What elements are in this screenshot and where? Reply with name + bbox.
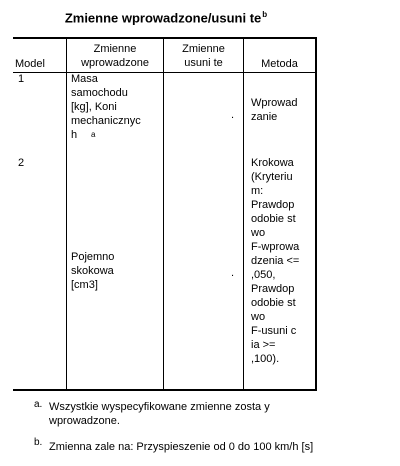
- header-entered-line: wprowadzone: [81, 57, 149, 69]
- row-2-method-line: ia >=: [251, 339, 276, 351]
- row-1-entered-line: [kg], Koni: [71, 101, 117, 113]
- row-2-method-line: odobie st: [251, 213, 296, 225]
- table-title: [0, 10, 332, 25]
- row-1-entered-line: mechanicznyc: [71, 115, 141, 127]
- row-1-removed: .: [231, 109, 235, 121]
- row-1-entered-line: [71, 128, 163, 142]
- row-2-method-line: odobie st: [251, 297, 296, 309]
- header-method: Metoda: [261, 58, 298, 70]
- row-2-entered-line: [cm3]: [71, 279, 98, 291]
- column-divider: [66, 37, 67, 391]
- row-1-model: 1: [18, 73, 25, 85]
- row-1-method-line: Wprowad: [251, 97, 298, 109]
- row-2-method-line: F-wprowa: [251, 241, 300, 253]
- row-2-entered-line: skokowa: [71, 265, 114, 277]
- column-divider: [163, 37, 164, 391]
- row-2-removed: .: [231, 267, 235, 279]
- row-2-method-line: Krokowa: [251, 157, 294, 169]
- row-2-method-line: ,050,: [251, 269, 276, 281]
- row-2-method-line: F-usuni c: [251, 325, 297, 337]
- row-1-entered-text: h: [71, 129, 78, 141]
- footnote-a-line: wprowadzone.: [49, 415, 120, 427]
- column-divider: [243, 37, 244, 391]
- row-2-method-line: ,100).: [251, 353, 280, 365]
- row-2-method: [251, 156, 315, 366]
- row-2-method-line: dzenia <=: [251, 255, 300, 267]
- row-1-entered-marker: a: [91, 130, 96, 139]
- row-1-method-line: zanie: [251, 111, 278, 123]
- row-2-method-line: Prawdop: [251, 283, 295, 295]
- footnote-b-line: Zmienna zale na: Przyspieszenie od 0 do 100 km/h [s]: [49, 441, 314, 453]
- row-2-method-line: m:: [251, 185, 264, 197]
- row-2-method-line: wo: [251, 227, 266, 239]
- row-1-entered-line: samochodu: [71, 87, 128, 99]
- footnote-a-line: Wszystkie wyspecyfikowane zmienne zosta y: [49, 401, 270, 413]
- header-entered-line: Zmienne: [93, 43, 137, 55]
- row-1-entered: [71, 72, 163, 142]
- header-model: Model: [15, 58, 45, 70]
- row-2-method-line: wo: [251, 311, 266, 323]
- row-2-entered: [71, 250, 163, 292]
- header-removed-line: Zmienne: [182, 43, 225, 55]
- row-2-entered-line: Pojemno: [71, 251, 115, 263]
- header-removed: [164, 42, 243, 70]
- footnote-a-marker: a.: [34, 399, 43, 410]
- table-title-text: Zmienne wprowadzone/usuni te: [64, 10, 262, 26]
- row-2-method-line: (Kryteriu: [251, 171, 293, 183]
- title-footnote-marker: b: [262, 10, 268, 19]
- footnote-a: [36, 400, 270, 428]
- row-2-model: 2: [18, 157, 25, 169]
- footnote-b: [34, 437, 314, 454]
- footnote-b-marker: b.: [34, 437, 43, 448]
- row-1-entered-line: Masa: [71, 73, 98, 85]
- row-1-method: [251, 96, 315, 124]
- header-divider: [13, 72, 316, 73]
- table-right-border: [315, 37, 317, 391]
- row-2-method-line: Prawdop: [251, 199, 295, 211]
- header-entered: [67, 42, 163, 70]
- header-removed-line: usuni te: [184, 57, 223, 69]
